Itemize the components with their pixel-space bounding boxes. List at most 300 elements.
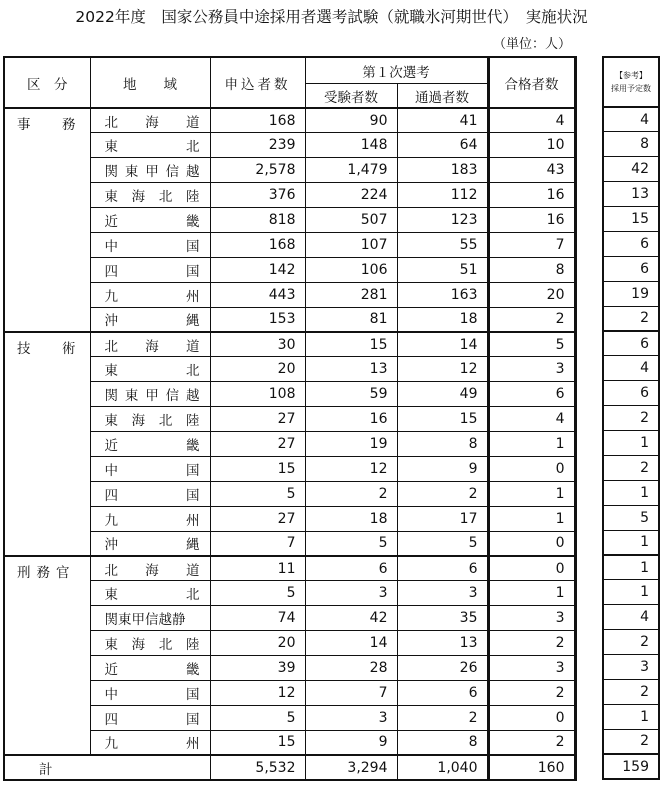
successful-cell: 2 (488, 631, 575, 656)
region-cell (90, 307, 210, 332)
category-char: 官 (56, 565, 76, 582)
examinees-cell: 281 (305, 282, 397, 307)
region-char: 沖 (104, 537, 118, 554)
successful-cell: 5 (488, 332, 575, 357)
region-cell (90, 382, 210, 407)
reference-row (603, 580, 659, 605)
region-char: 国 (186, 462, 200, 479)
planned-hires-label: 採用予定数 (611, 84, 651, 93)
region-label (105, 335, 200, 355)
planned-hires-cell: 2 (603, 729, 659, 754)
planned-hires-cell: 1 (603, 704, 659, 729)
planned-hires-cell: 3 (603, 655, 659, 680)
region-cell (90, 456, 210, 481)
region-label (105, 708, 200, 728)
region-cell (90, 656, 210, 681)
table-row (4, 556, 575, 581)
examinees-cell: 28 (305, 656, 397, 681)
header-passed: 通過者数 (397, 84, 488, 108)
reference-table (602, 56, 660, 780)
header-examinees: 受験者数 (305, 84, 397, 108)
examinees-cell: 59 (305, 382, 397, 407)
successful-cell: 6 (488, 382, 575, 407)
region-char: 北 (186, 363, 200, 380)
table-row (4, 656, 575, 681)
passed-cell: 14 (397, 332, 488, 357)
planned-hires-cell: 1 (603, 431, 659, 456)
region-char: 北 (158, 413, 173, 430)
region-char: 四 (104, 263, 118, 280)
reference-row (603, 182, 659, 207)
region-label (105, 135, 200, 155)
region-label (105, 633, 200, 653)
planned-hires-cell: 5 (603, 505, 659, 530)
passed-cell: 5 (397, 531, 488, 556)
page-title: 2022年度 国家公務員中途採用者選考試験（就職氷河期世代） 実施状況 (75, 8, 588, 26)
region-char: 沖 (104, 313, 118, 330)
passed-cell: 6 (397, 680, 488, 705)
category-cell (4, 332, 90, 556)
header-first-stage: 第１次選考 (305, 57, 488, 84)
region-cell (90, 680, 210, 705)
examinees-cell: 3 (305, 581, 397, 606)
planned-hires-cell: 6 (603, 231, 659, 256)
applicants-cell: 27 (210, 407, 305, 432)
region-label (105, 260, 200, 280)
table-row (4, 108, 575, 133)
table-row (4, 282, 575, 307)
examinees-cell: 224 (305, 183, 397, 208)
examinees-cell: 42 (305, 606, 397, 631)
reference-row (603, 231, 659, 256)
passed-cell: 3 (397, 581, 488, 606)
region-label (105, 658, 200, 678)
category-char: 事 (17, 117, 31, 133)
passed-cell: 18 (397, 307, 488, 332)
planned-hires-cell: 1 (603, 480, 659, 505)
region-char: 州 (186, 288, 200, 305)
region-cell (90, 481, 210, 506)
header-category: 区 分 (4, 57, 90, 108)
region-char: 東 (124, 388, 139, 405)
region-char: 九 (104, 736, 118, 753)
planned-hires-cell: 4 (603, 605, 659, 630)
reference-row (603, 356, 659, 381)
table-row (4, 357, 575, 382)
successful-cell: 0 (488, 556, 575, 581)
region-label (105, 235, 200, 255)
passed-cell: 8 (397, 730, 488, 755)
applicants-cell: 15 (210, 456, 305, 481)
reference-row (603, 555, 659, 580)
reference-row (603, 157, 659, 182)
successful-cell: 4 (488, 407, 575, 432)
passed-cell: 112 (397, 183, 488, 208)
reference-total-row (603, 754, 659, 779)
planned-hires-cell: 4 (603, 356, 659, 381)
region-cell (90, 730, 210, 755)
planned-hires-cell: 2 (603, 630, 659, 655)
planned-hires-cell: 6 (603, 381, 659, 406)
examinees-cell: 16 (305, 407, 397, 432)
examinees-cell: 14 (305, 631, 397, 656)
region-cell (90, 183, 210, 208)
passed-cell: 41 (397, 108, 488, 133)
region-char: 海 (131, 637, 146, 654)
examinees-cell: 13 (305, 357, 397, 382)
region-char: 関 (104, 388, 118, 405)
region-label (105, 732, 200, 752)
region-cell (90, 432, 210, 457)
successful-cell: 1 (488, 481, 575, 506)
reference-label: 【参考】 (615, 71, 647, 80)
passed-cell: 12 (397, 357, 488, 382)
region-char: 州 (186, 512, 200, 529)
planned-hires-cell: 4 (603, 107, 659, 132)
region-cell (90, 208, 210, 233)
reference-row (603, 655, 659, 680)
region-cell (90, 282, 210, 307)
applicants-cell: 818 (210, 208, 305, 233)
examinees-cell: 6 (305, 556, 397, 581)
planned-hires-cell: 6 (603, 256, 659, 281)
successful-cell: 1 (488, 432, 575, 457)
region-char: 九 (104, 288, 118, 305)
reference-row (603, 306, 659, 331)
table-row (4, 232, 575, 257)
reference-row (603, 256, 659, 281)
region-char: 近 (104, 662, 118, 679)
region-label (105, 111, 200, 131)
examinees-cell: 148 (305, 133, 397, 158)
reference-row (603, 132, 659, 157)
region-char: 北 (186, 139, 200, 156)
passed-cell: 64 (397, 133, 488, 158)
total-planned-hires: 159 (603, 754, 659, 779)
examinees-cell: 19 (305, 432, 397, 457)
successful-cell: 10 (488, 133, 575, 158)
applicants-cell: 12 (210, 680, 305, 705)
region-char: 中 (104, 462, 118, 479)
category-label (5, 113, 90, 133)
passed-cell: 35 (397, 606, 488, 631)
planned-hires-cell: 1 (603, 530, 659, 555)
successful-cell: 3 (488, 606, 575, 631)
region-char: 道 (186, 338, 200, 355)
table-row (4, 456, 575, 481)
reference-row (603, 729, 659, 754)
region-label (105, 285, 200, 305)
total-row (4, 755, 575, 780)
reference-row (603, 480, 659, 505)
table-row (4, 531, 575, 556)
category-char: 技 (17, 341, 31, 358)
table-row (4, 581, 575, 606)
successful-cell: 43 (488, 158, 575, 183)
applicants-cell: 20 (210, 631, 305, 656)
passed-cell: 6 (397, 556, 488, 581)
applicants-cell: 5 (210, 481, 305, 506)
region-char: 東 (104, 637, 118, 654)
successful-cell: 1 (488, 581, 575, 606)
region-label (105, 210, 200, 230)
region-cell (90, 158, 210, 183)
table-row (4, 506, 575, 531)
region-char: 北 (158, 189, 173, 206)
table-row (4, 407, 575, 432)
table-row (4, 158, 575, 183)
region-cell (90, 332, 210, 357)
successful-cell: 2 (488, 680, 575, 705)
category-char: 務 (62, 117, 76, 133)
table-row (4, 133, 575, 158)
region-label (105, 459, 200, 479)
region-cell (90, 232, 210, 257)
planned-hires-cell: 2 (603, 455, 659, 480)
region-char: 近 (104, 438, 118, 455)
examinees-cell: 9 (305, 730, 397, 755)
reference-row (603, 431, 659, 456)
passed-cell: 2 (397, 705, 488, 730)
examinees-cell: 90 (305, 108, 397, 133)
planned-hires-cell: 15 (603, 207, 659, 232)
passed-cell: 17 (397, 506, 488, 531)
passed-cell: 55 (397, 232, 488, 257)
successful-cell: 7 (488, 232, 575, 257)
region-char: 国 (186, 711, 200, 728)
applicants-cell: 11 (210, 556, 305, 581)
total-label: 計 (4, 755, 210, 780)
examinees-cell: 81 (305, 307, 397, 332)
successful-cell: 2 (488, 307, 575, 332)
region-char: 東 (104, 363, 118, 380)
region-label (105, 509, 200, 529)
passed-cell: 49 (397, 382, 488, 407)
region-char: 陸 (185, 637, 200, 654)
passed-cell: 8 (397, 432, 488, 457)
region-char: 四 (104, 487, 118, 504)
reference-row (603, 505, 659, 530)
reference-row (603, 455, 659, 480)
reference-row (603, 281, 659, 306)
examinees-cell: 15 (305, 332, 397, 357)
reference-row (603, 107, 659, 132)
region-cell (90, 631, 210, 656)
reference-row (603, 381, 659, 406)
reference-row (603, 704, 659, 729)
applicants-cell: 15 (210, 730, 305, 755)
region-char: 道 (186, 114, 200, 131)
region-char: 東 (104, 587, 118, 604)
region-cell (90, 531, 210, 556)
planned-hires-cell: 6 (603, 331, 659, 356)
reference-row (603, 679, 659, 704)
passed-cell: 163 (397, 282, 488, 307)
region-cell (90, 108, 210, 133)
region-char: 国 (186, 487, 200, 504)
successful-cell: 3 (488, 357, 575, 382)
passed-cell: 183 (397, 158, 488, 183)
examinees-cell: 12 (305, 456, 397, 481)
total-examinees: 3,294 (305, 755, 397, 780)
table-row (4, 730, 575, 755)
planned-hires-cell: 2 (603, 306, 659, 331)
passed-cell: 9 (397, 456, 488, 481)
region-char: 海 (145, 338, 159, 355)
region-char: 九 (104, 512, 118, 529)
table-row (4, 332, 575, 357)
table-row (4, 705, 575, 730)
total-successful: 160 (488, 755, 575, 780)
successful-cell: 0 (488, 705, 575, 730)
region-char: 北 (104, 114, 118, 131)
region-char: 中 (104, 686, 118, 703)
reference-row (603, 605, 659, 630)
examinees-cell: 1,479 (305, 158, 397, 183)
applicants-cell: 108 (210, 382, 305, 407)
planned-hires-cell: 2 (603, 406, 659, 431)
region-label (105, 683, 200, 703)
region-char: 北 (158, 637, 173, 654)
results-table (3, 56, 577, 781)
table-row (4, 257, 575, 282)
successful-cell: 1 (488, 506, 575, 531)
applicants-cell: 74 (210, 606, 305, 631)
region-char: 縄 (186, 313, 200, 330)
region-char: 越 (186, 388, 200, 405)
reference-row (603, 530, 659, 555)
region-char: 国 (186, 686, 200, 703)
header-applicants: 申込者数 (210, 57, 305, 108)
applicants-cell: 7 (210, 531, 305, 556)
region-char: 中 (104, 238, 118, 255)
region-char: 甲 (145, 388, 159, 405)
region-label (105, 384, 200, 404)
region-char: 陸 (185, 413, 200, 430)
applicants-cell: 168 (210, 232, 305, 257)
reference-row (603, 207, 659, 232)
region-cell (90, 506, 210, 531)
successful-cell: 3 (488, 656, 575, 681)
applicants-cell: 30 (210, 332, 305, 357)
examinees-cell: 3 (305, 705, 397, 730)
region-char: 東 (124, 164, 139, 181)
header-reference (603, 57, 659, 107)
successful-cell: 0 (488, 531, 575, 556)
planned-hires-cell: 19 (603, 281, 659, 306)
table-row (4, 183, 575, 208)
successful-cell: 2 (488, 730, 575, 755)
total-passed: 1,040 (397, 755, 488, 780)
region-char: 海 (145, 114, 159, 131)
region-label (105, 583, 200, 603)
applicants-cell: 153 (210, 307, 305, 332)
category-label (5, 337, 90, 357)
passed-cell: 123 (397, 208, 488, 233)
planned-hires-cell: 13 (603, 182, 659, 207)
category-cell (4, 108, 90, 332)
category-label (5, 561, 90, 581)
region-char: 北 (186, 587, 200, 604)
region-char: 東 (104, 139, 118, 156)
category-char: 務 (36, 565, 56, 582)
reference-row (603, 406, 659, 431)
region-cell (90, 581, 210, 606)
region-label (105, 359, 200, 379)
passed-cell: 26 (397, 656, 488, 681)
applicants-cell: 239 (210, 133, 305, 158)
region-char: 海 (145, 562, 159, 579)
successful-cell: 16 (488, 208, 575, 233)
applicants-cell: 39 (210, 656, 305, 681)
passed-cell: 15 (397, 407, 488, 432)
examinees-cell: 7 (305, 680, 397, 705)
planned-hires-cell: 8 (603, 132, 659, 157)
applicants-cell: 5 (210, 581, 305, 606)
region-cell (90, 257, 210, 282)
table-row (4, 382, 575, 407)
region-char: 畿 (186, 662, 200, 679)
region-char: 縄 (186, 537, 200, 554)
region-cell (90, 556, 210, 581)
applicants-cell: 20 (210, 357, 305, 382)
passed-cell: 2 (397, 481, 488, 506)
region-label (105, 608, 200, 628)
region-char: 畿 (186, 214, 200, 230)
planned-hires-cell: 42 (603, 157, 659, 182)
region-cell (90, 407, 210, 432)
region-char: 信 (165, 388, 180, 405)
region-cell (90, 357, 210, 382)
region-label (105, 434, 200, 454)
region-cell (90, 606, 210, 631)
applicants-cell: 27 (210, 506, 305, 531)
region-char: 近 (104, 214, 118, 230)
table-row (4, 606, 575, 631)
region-cell (90, 133, 210, 158)
region-label (105, 160, 200, 180)
table-row (4, 432, 575, 457)
region-char: 四 (104, 711, 118, 728)
region-label (105, 533, 200, 553)
successful-cell: 8 (488, 257, 575, 282)
planned-hires-cell: 1 (603, 555, 659, 580)
region-char: 関東甲信越静 (104, 612, 186, 629)
table-row (4, 307, 575, 332)
successful-cell: 16 (488, 183, 575, 208)
region-label (105, 185, 200, 205)
passed-cell: 51 (397, 257, 488, 282)
region-char: 東 (104, 413, 118, 430)
region-char: 国 (186, 238, 200, 255)
applicants-cell: 27 (210, 432, 305, 457)
region-label (105, 409, 200, 429)
header-region: 地 域 (90, 57, 210, 108)
planned-hires-cell: 1 (603, 580, 659, 605)
category-char: 刑 (17, 565, 37, 582)
region-char: 国 (186, 263, 200, 280)
region-char: 陸 (185, 189, 200, 206)
applicants-cell: 168 (210, 108, 305, 133)
region-char: 関 (104, 164, 118, 181)
table-row (4, 208, 575, 233)
reference-row (603, 331, 659, 356)
applicants-cell: 142 (210, 257, 305, 282)
category-cell (4, 556, 90, 755)
table-row (4, 680, 575, 705)
successful-cell: 0 (488, 456, 575, 481)
region-char: 東 (104, 189, 118, 206)
